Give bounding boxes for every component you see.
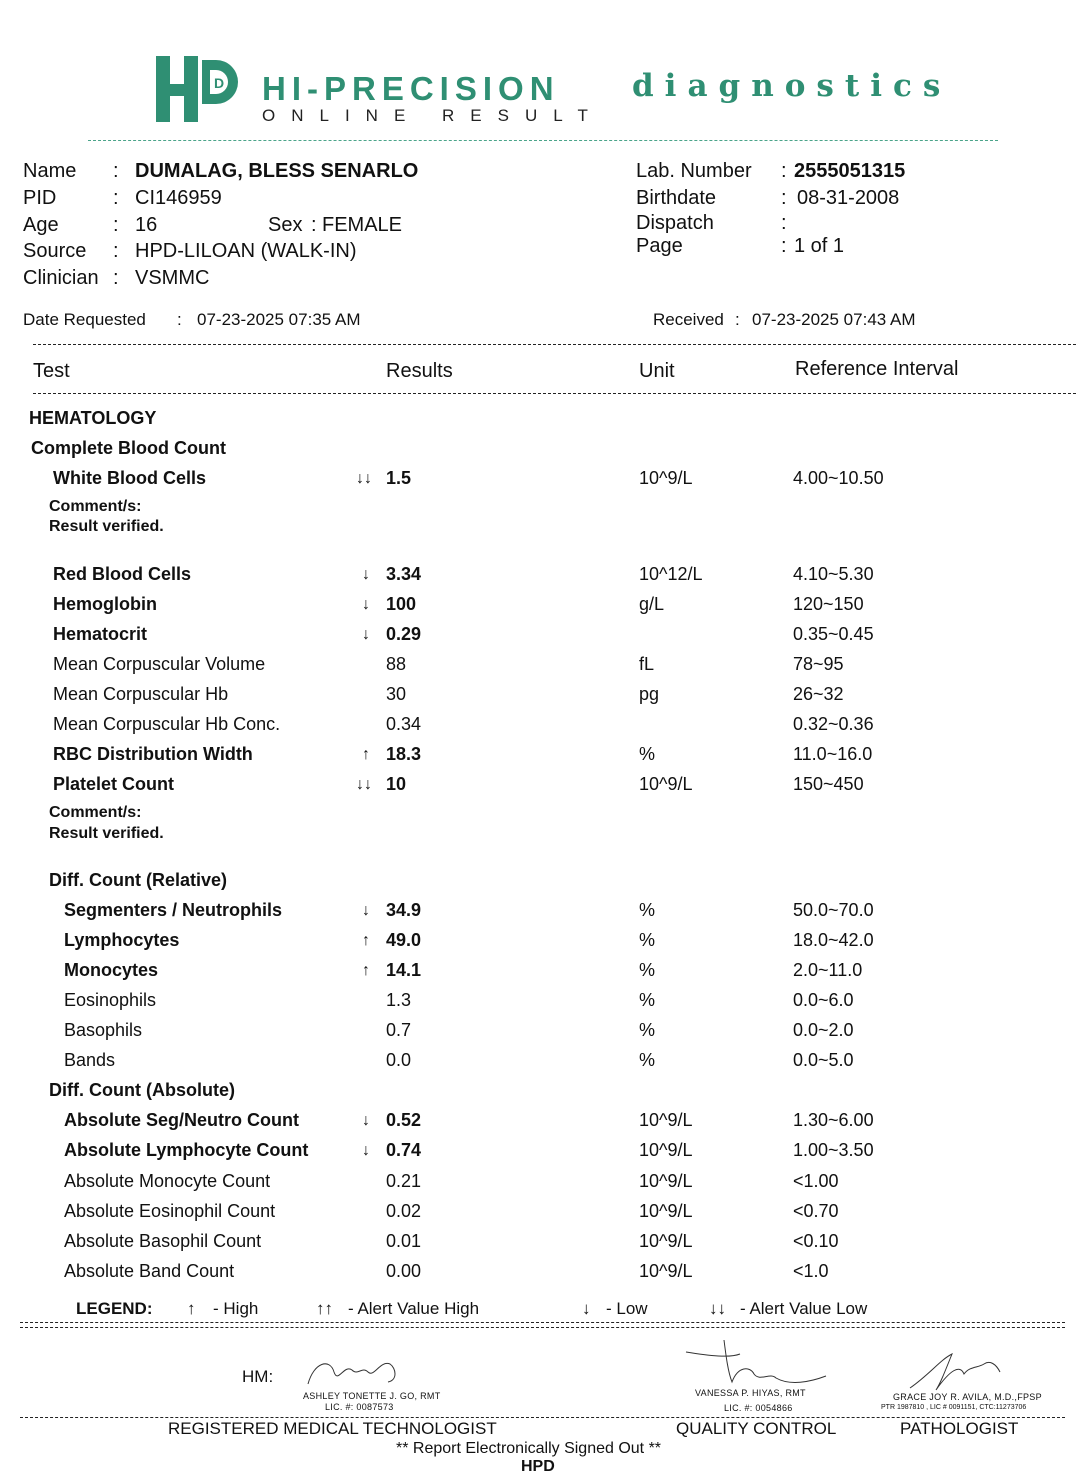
svg-text:D: D	[214, 75, 225, 91]
legend-high: - High	[213, 1299, 259, 1318]
legend-alert-high: - Alert Value High	[348, 1299, 480, 1318]
alert-high-icon: ↑↑	[316, 1299, 333, 1318]
medtech-license: LIC. #: 0087573	[325, 1402, 394, 1412]
medtech-name: ASHLEY TONETTE J. GO, RMT	[303, 1391, 441, 1401]
divider	[33, 393, 1076, 394]
low-icon: ↓	[362, 902, 370, 919]
pid-value: CI146959	[135, 187, 222, 209]
dispatch-label: Dispatch	[636, 212, 714, 234]
page-value: 1 of 1	[794, 235, 845, 257]
footer-code: HPD	[521, 1458, 555, 1475]
birthdate-value: 08-31-2008	[797, 187, 900, 209]
source-value: HPD-LILOAN (WALK-IN)	[135, 240, 357, 262]
role-qc: QUALITY CONTROL	[676, 1419, 837, 1438]
clinician-label: Clinician	[23, 267, 99, 289]
page-label: Page	[636, 235, 683, 257]
date-requested-value: 07-23-2025 07:35 AM	[197, 310, 361, 329]
legend-title: LEGEND:	[76, 1299, 153, 1318]
comment-text: Result verified.	[49, 825, 164, 842]
divider	[20, 1417, 1065, 1418]
divider	[33, 344, 1076, 345]
high-icon: ↑	[362, 932, 370, 949]
legend-low: - Low	[606, 1299, 648, 1318]
sex-label: Sex	[268, 214, 303, 236]
alert-low-icon: ↓↓	[356, 470, 372, 487]
high-icon: ↑	[362, 962, 370, 979]
age-label: Age	[23, 214, 59, 236]
alert-low-icon: ↓↓	[709, 1299, 726, 1318]
brand-name: HI-PRECISION	[262, 70, 560, 107]
low-icon: ↓	[362, 566, 370, 583]
low-icon: ↓	[362, 596, 370, 613]
legend-alert-low: - Alert Value Low	[740, 1299, 868, 1318]
medtech-signature	[300, 1352, 420, 1392]
pathologist-license: PTR 1987810 , LIC # 0091151, CTC:11273706	[881, 1404, 1027, 1411]
qc-signature	[680, 1336, 830, 1390]
header-divider	[88, 140, 998, 141]
received-value: 07-23-2025 07:43 AM	[752, 310, 916, 329]
section-diff-relative: Diff. Count (Relative)	[49, 870, 227, 890]
qc-license: LIC. #: 0054866	[724, 1403, 793, 1413]
sex-value: FEMALE	[322, 214, 403, 236]
role-medtech: REGISTERED MEDICAL TECHNOLOGIST	[168, 1419, 497, 1438]
high-icon: ↑	[187, 1299, 196, 1318]
divider	[20, 1322, 1065, 1328]
signed-out-note: ** Report Electronically Signed Out **	[396, 1440, 662, 1457]
birthdate-label: Birthdate	[636, 187, 717, 209]
hpd-logo-icon	[156, 56, 242, 122]
brand-subtitle: diagnostics	[632, 68, 952, 104]
lab-number: 2555051315	[794, 160, 906, 182]
clinician-value: VSMMC	[135, 267, 210, 289]
lab-number-label: Lab. Number	[636, 160, 752, 182]
source-label: Source	[23, 240, 87, 262]
qc-name: VANESSA P. HIYAS, RMT	[695, 1388, 806, 1398]
pid-label: PID	[23, 187, 57, 209]
role-pathologist: PATHOLOGIST	[900, 1419, 1019, 1438]
col-test: Test	[33, 360, 70, 382]
name-label: Name	[23, 160, 77, 182]
brand-tagline: ONLINE RESULT	[262, 106, 604, 125]
comment-text: Result verified.	[49, 518, 164, 535]
col-unit: Unit	[639, 360, 675, 382]
high-icon: ↑	[362, 746, 370, 763]
section-hematology: HEMATOLOGY	[29, 408, 157, 428]
pathologist-name: GRACE JOY R. AVILA, M.D.,FPSP	[893, 1392, 1042, 1402]
date-requested-label: Date Requested	[23, 310, 146, 329]
pathologist-signature	[900, 1344, 1010, 1394]
received-label: Received	[653, 310, 724, 329]
patient-name: DUMALAG, BLESS SENARLO	[135, 160, 419, 182]
col-results: Results	[386, 360, 453, 382]
low-icon: ↓	[582, 1299, 591, 1318]
col-reference: Reference Interval	[795, 358, 959, 380]
hm-label: HM:	[242, 1367, 274, 1386]
comment-label: Comment/s:	[49, 498, 142, 515]
alert-low-icon: ↓↓	[356, 776, 372, 793]
low-icon: ↓	[362, 1142, 370, 1159]
section-diff-absolute: Diff. Count (Absolute)	[49, 1080, 235, 1100]
age-value: 16	[135, 214, 158, 236]
low-icon: ↓	[362, 1112, 370, 1129]
comment-label: Comment/s:	[49, 804, 142, 821]
section-cbc: Complete Blood Count	[31, 438, 226, 458]
low-icon: ↓	[362, 626, 370, 643]
